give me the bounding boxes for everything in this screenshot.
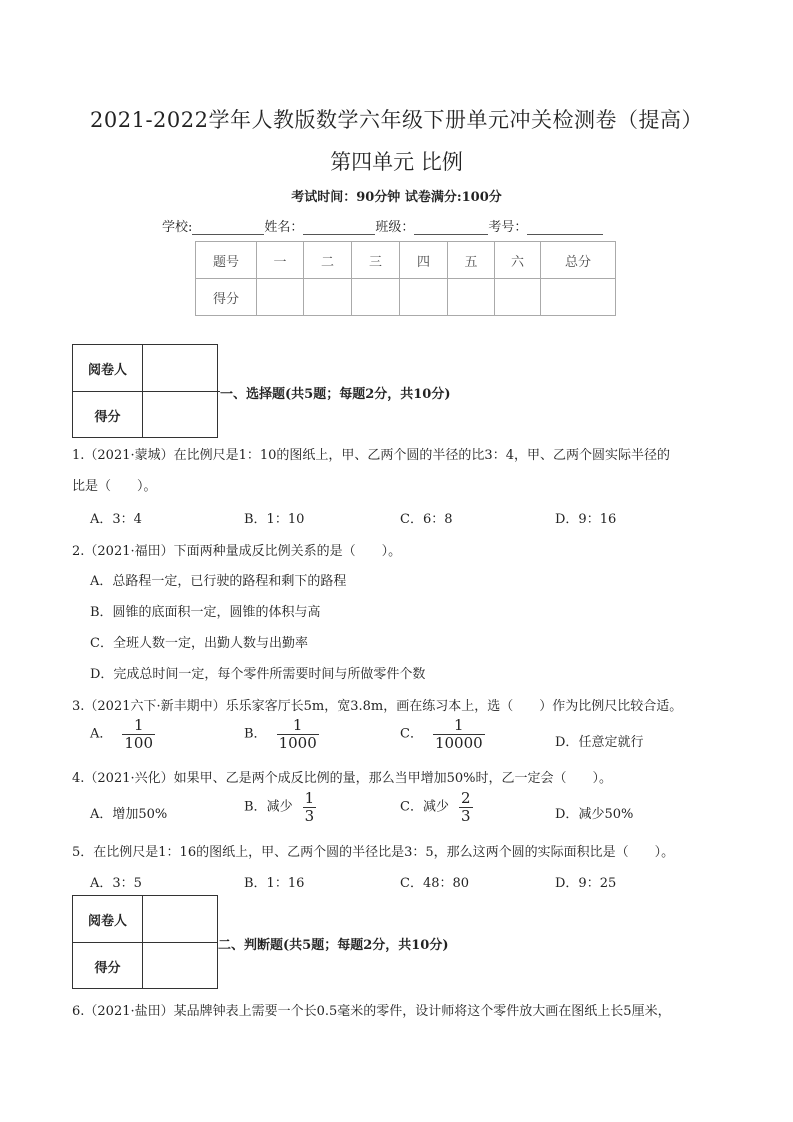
option-letter: B．: [244, 799, 267, 815]
header-cell: 六: [495, 242, 541, 279]
option-text: 减少50%: [578, 807, 634, 822]
class-label: 班级：: [375, 220, 415, 235]
score-table: [195, 241, 616, 316]
q5-option-d[interactable]: D．9：25: [555, 876, 617, 891]
grader-score-row: [73, 942, 217, 989]
grader-score-label: 得分: [73, 943, 143, 989]
q3-option-b[interactable]: [244, 717, 319, 751]
score-table-score-row: [196, 279, 616, 316]
option-letter: D．: [555, 735, 579, 750]
unit-subtitle: 第四单元 比例: [330, 150, 463, 174]
score-cell[interactable]: [541, 279, 616, 316]
section-title-judgment: 二、判断题(共5题；每题2分，共10分): [218, 938, 449, 953]
grader-reviewer-row: [73, 345, 217, 391]
exam-number-label: 考号：: [488, 220, 528, 235]
school-label: 学校:: [162, 220, 193, 235]
score-cell[interactable]: [257, 279, 304, 316]
class-blank[interactable]: [414, 220, 488, 235]
q2-option-d[interactable]: D．完成总时间一定，每个零件所需要时间与所做零件个数: [90, 667, 426, 682]
question-1-text-cont: 比是（ ）。: [72, 479, 157, 494]
q4-option-a[interactable]: [90, 803, 167, 822]
header-cell: 五: [448, 242, 495, 279]
grader-score-row: [73, 391, 217, 438]
option-letter: A．: [90, 726, 113, 742]
q1-option-d[interactable]: D．9：16: [555, 512, 617, 527]
header-cell: 三: [352, 242, 400, 279]
score-cell[interactable]: [495, 279, 541, 316]
grader-reviewer-row: [73, 896, 217, 942]
q2-option-b[interactable]: B．圆锥的底面积一定，圆锥的体积与高: [90, 605, 321, 620]
q4-option-b[interactable]: [244, 790, 316, 824]
q2-option-a[interactable]: A．总路程一定，已行驶的路程和剩下的路程: [90, 574, 347, 589]
question-2-text: 2.（2021·福田）下面两种量成反比例关系的是（ ）。: [72, 544, 402, 559]
q5-option-a[interactable]: A．3：5: [90, 876, 142, 891]
score-cell[interactable]: [448, 279, 495, 316]
q1-option-a[interactable]: A．3：4: [90, 512, 142, 527]
exam-number-blank[interactable]: [527, 220, 603, 235]
grader-box-section-1: [72, 344, 218, 438]
score-table-header-row: [196, 242, 616, 279]
option-letter: A．: [90, 807, 113, 822]
header-cell: 题号: [196, 242, 257, 279]
fraction: $\frac{1}{10000}$: [434, 716, 483, 752]
fraction: $\frac{1}{100}$: [124, 716, 154, 752]
score-row-label: 得分: [196, 279, 257, 316]
q3-option-a[interactable]: [90, 717, 155, 751]
header-cell: 二: [304, 242, 352, 279]
reviewer-label: 阅卷人: [73, 896, 143, 942]
grader-score-label: 得分: [73, 392, 143, 438]
section-title-choice: 一、选择题(共5题；每题2分，共10分): [220, 387, 451, 402]
header-cell: 一: [257, 242, 304, 279]
score-cell[interactable]: [304, 279, 352, 316]
q3-option-c[interactable]: [400, 717, 485, 751]
reviewer-label: 阅卷人: [73, 345, 143, 391]
q2-option-c[interactable]: C．全班人数一定，出勤人数与出勤率: [90, 636, 308, 651]
option-letter: D．: [555, 807, 579, 822]
q5-option-c[interactable]: C．48：80: [400, 876, 470, 891]
header-cell: 四: [400, 242, 448, 279]
name-blank[interactable]: [303, 220, 375, 235]
question-1-text: 1.（2021·蒙城）在比例尺是1：10的图纸上，甲、乙两个圆的半径的比3：4，甲、乙两个圆实际半径的: [72, 448, 670, 463]
option-text: 减少: [422, 799, 449, 815]
question-6-text: 6.（2021·盐田）某品牌钟表上需要一个长0.5毫米的零件，设计师将这个零件放大画在图纸上长5厘米，: [72, 1004, 671, 1019]
fraction: $\frac{1}{3}$: [304, 789, 315, 825]
fraction: $\frac{1}{1000}$: [278, 716, 317, 752]
q4-option-d[interactable]: [555, 803, 633, 822]
exam-meta: 考试时间：90分钟 试卷满分:100分: [291, 190, 502, 205]
q4-option-c[interactable]: [400, 790, 473, 824]
school-blank[interactable]: [192, 220, 264, 235]
q1-option-b[interactable]: B．1：10: [244, 512, 305, 527]
option-text: 增加50%: [112, 807, 168, 822]
fraction: $\frac{2}{3}$: [460, 789, 471, 825]
score-cell[interactable]: [400, 279, 448, 316]
option-text: 减少: [266, 799, 293, 815]
option-text: 任意定就行: [578, 735, 644, 750]
q3-option-d[interactable]: [555, 731, 643, 750]
header-cell: 总分: [541, 242, 616, 279]
question-5-text: 5．在比例尺是1：16的图纸上，甲、乙两个圆的半径比是3：5，那么这两个圆的实际面积比是（ ）。: [72, 845, 675, 860]
option-letter: C．: [400, 726, 423, 742]
q5-option-b[interactable]: B．1：16: [244, 876, 305, 891]
question-3-text: 3.（2021六下·新丰期中）乐乐家客厅长5m，宽3.8m，画在练习本上，选（ ）作为比例尺比较合适。: [72, 699, 683, 714]
question-4-text: 4.（2021·兴化）如果甲、乙是两个成反比例的量，那么当甲增加50%时，乙一定会（ ）。: [72, 771, 613, 786]
exam-title: 2021-2022学年人教版数学六年级下册单元冲关检测卷（提高）: [90, 108, 703, 132]
option-letter: C．: [400, 799, 423, 815]
grader-box-section-2: [72, 895, 218, 989]
student-info-line: [162, 216, 603, 235]
option-letter: B．: [244, 726, 267, 742]
score-cell[interactable]: [352, 279, 400, 316]
q1-option-c[interactable]: C．6：8: [400, 512, 453, 527]
name-label: 姓名：: [264, 220, 304, 235]
